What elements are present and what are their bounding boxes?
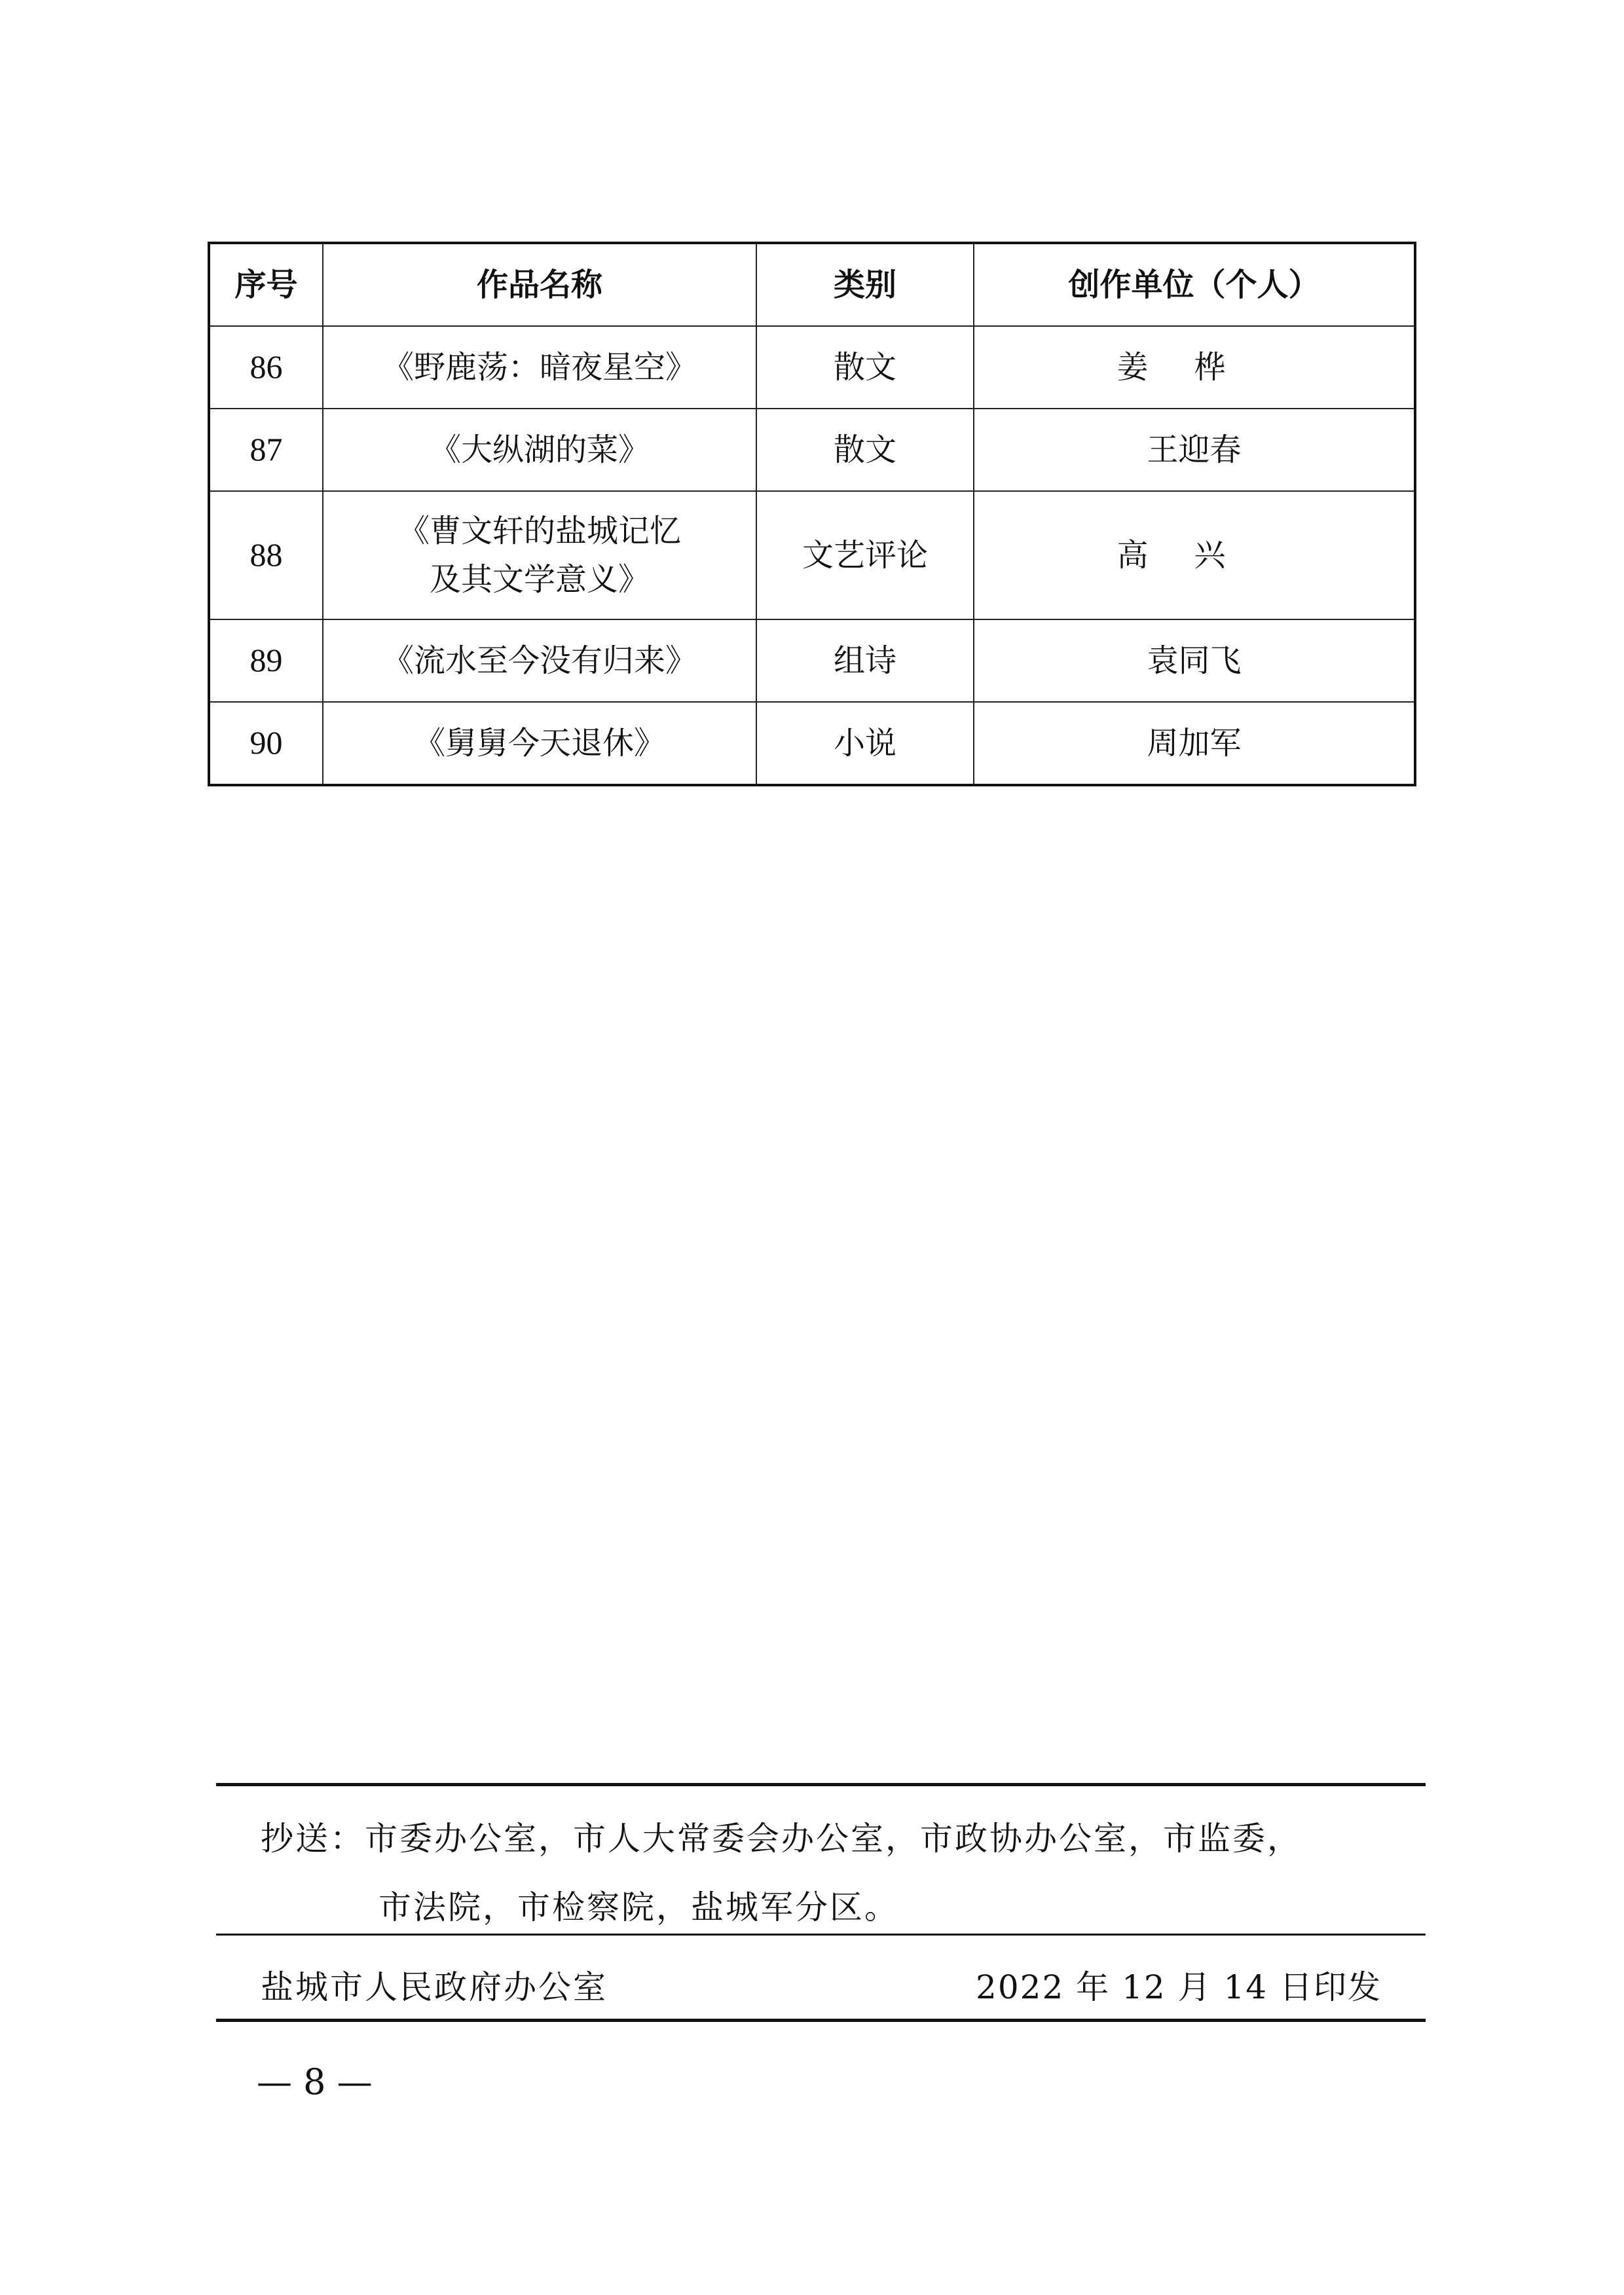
row-category: 文艺评论 [756, 491, 974, 619]
row-category: 小说 [756, 702, 974, 785]
row-category: 散文 [756, 409, 974, 491]
row-number: 90 [209, 702, 323, 785]
row-title: 《流水至今没有归来》 [323, 619, 756, 702]
row-title-line-1: 《曹文轩的盐城记忆 [397, 512, 681, 549]
row-title-line-2: 及其文学意义》 [429, 561, 650, 598]
table-row [209, 409, 1415, 491]
footer-bottom-rule [216, 2019, 1426, 2022]
row-title: 《大纵湖的菜》 [323, 409, 756, 491]
row-number: 88 [209, 491, 323, 619]
issue-date: 2022 年 12 月 14 日印发 [976, 1968, 1382, 2006]
row-author: 袁同飞 [974, 619, 1415, 702]
table-row [209, 619, 1415, 702]
table-row [209, 491, 1415, 619]
footer-top-rule [216, 1783, 1426, 1786]
row-title [323, 491, 756, 619]
row-number: 87 [209, 409, 323, 491]
award-table [208, 242, 1416, 786]
row-author: 王迎春 [974, 409, 1415, 491]
row-category: 组诗 [756, 619, 974, 702]
table-header-row [209, 243, 1415, 326]
table-row [209, 702, 1415, 785]
page-number: — 8 — [257, 2061, 373, 2102]
cc-recipients-line-2: 市法院，市检察院，盐城军分区。 [378, 1888, 899, 1926]
row-category: 散文 [756, 326, 974, 409]
cc-recipients-line-1: 抄送：市委办公室，市人大常委会办公室，市政协办公室，市监委， [261, 1820, 1302, 1858]
footer-middle-rule [216, 1934, 1426, 1936]
header-title: 作品名称 [323, 243, 756, 326]
header-number: 序号 [209, 243, 323, 326]
row-number: 86 [209, 326, 323, 409]
row-title: 《舅舅今天退休》 [323, 702, 756, 785]
row-title: 《野鹿荡：暗夜星空》 [323, 326, 756, 409]
table-row [209, 326, 1415, 409]
row-number: 89 [209, 619, 323, 702]
row-author: 周加军 [974, 702, 1415, 785]
row-author: 高兴 [974, 491, 1415, 619]
header-category: 类别 [756, 243, 974, 326]
row-author: 姜桦 [974, 326, 1415, 409]
header-author: 创作单位（个人） [974, 243, 1415, 326]
issuing-office: 盐城市人民政府办公室 [261, 1968, 608, 2006]
